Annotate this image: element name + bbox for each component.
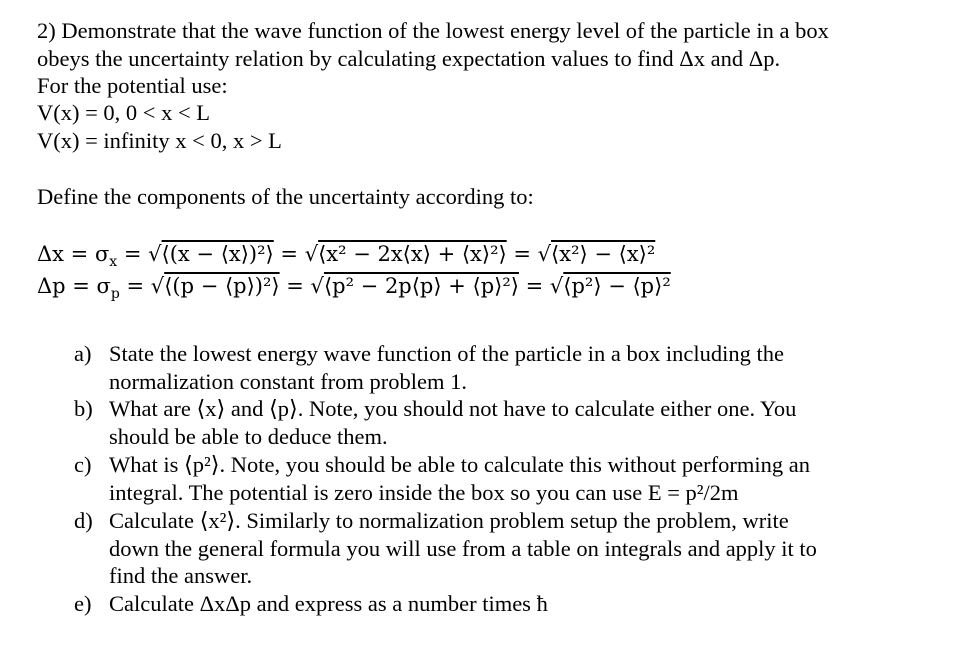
eq-dx-lhs: Δx = σ — [37, 242, 110, 266]
list-item-text: should be able to deduce them. — [109, 423, 388, 449]
eq-dp-rad2: ⟨p² − 2p⟨p⟩ + ⟨p⟩²⟩ — [323, 274, 519, 298]
potential-intro: For the potential use: — [37, 73, 228, 98]
eq-dx-eq3: = √ — [506, 242, 552, 266]
eq-dp-eq2: = √ — [279, 274, 324, 298]
eq-dx-rad2: ⟨x² − 2x⟨x⟩ + ⟨x⟩²⟩ — [318, 242, 507, 266]
eq-dx-eq1: = √ — [117, 242, 162, 266]
eq-dx-rad3: ⟨x²⟩ − ⟨x⟩² — [551, 242, 656, 266]
list-item-text: integral. The potential is zero inside the box so you can use E = p²/2m — [109, 479, 739, 505]
eq-dp-rad1: ⟨(p − ⟨p⟩)²⟩ — [164, 274, 280, 298]
eq-dx-rad1: ⟨(x − ⟨x⟩)²⟩ — [161, 242, 274, 266]
eq-dp-lhs: Δp = σ — [37, 274, 111, 298]
list-marker: e) — [74, 591, 92, 616]
list-item-b — [74, 395, 796, 450]
list-item-text: State the lowest energy wave function of the particle in a box including the — [109, 341, 785, 366]
list-item-d — [74, 507, 817, 590]
list-item-text: normalization constant from problem 1. — [109, 368, 468, 394]
list-item-text: What is ⟨p²⟩. Note, you should be able to calculate this without performing an — [109, 452, 811, 477]
list-marker: b) — [74, 396, 93, 421]
eq-dp-sub: p — [110, 286, 120, 303]
list-item-c — [74, 451, 810, 506]
list-item-a — [74, 340, 784, 395]
list-item-text: Calculate ⟨x²⟩. Similarly to normalization problem setup the problem, write — [109, 508, 789, 533]
list-marker: a) — [74, 341, 92, 366]
list-marker: d) — [74, 508, 93, 533]
eq-dp-eq3: = √ — [518, 274, 564, 298]
eq-dx-eq2: = √ — [273, 242, 319, 266]
eq-dp-rad3: ⟨p²⟩ − ⟨p⟩² — [563, 274, 671, 298]
eq-dp-eq1: = √ — [119, 274, 165, 298]
problem-title-line-1: 2) Demonstrate that the wave function of the lowest energy level of the particle in a box — [37, 18, 829, 43]
equation-delta-x — [37, 240, 655, 276]
list-item-e — [74, 590, 548, 618]
list-item-text: find the answer. — [109, 563, 253, 588]
list-item-text: What are ⟨x⟩ and ⟨p⟩. Note, you should not have to calculate either one. You — [109, 396, 797, 421]
problem-title-line-2: obeys the uncertainty relation by calculating expectation values to find Δx and Δp. — [37, 46, 781, 71]
potential-inside: V(x) = 0, 0 < x < L — [37, 100, 211, 125]
list-item-text: Calculate ΔxΔp and express as a number times ħ — [109, 591, 548, 616]
potential-outside: V(x) = infinity x < 0, x > L — [37, 128, 282, 153]
list-item-text: down the general formula you will use from a table on integrals and apply it to — [109, 535, 817, 561]
list-marker: c) — [74, 452, 92, 477]
equation-delta-p — [37, 272, 671, 308]
eq-dx-sub: x — [109, 254, 118, 271]
define-text: Define the components of the uncertainty according to: — [37, 184, 534, 209]
